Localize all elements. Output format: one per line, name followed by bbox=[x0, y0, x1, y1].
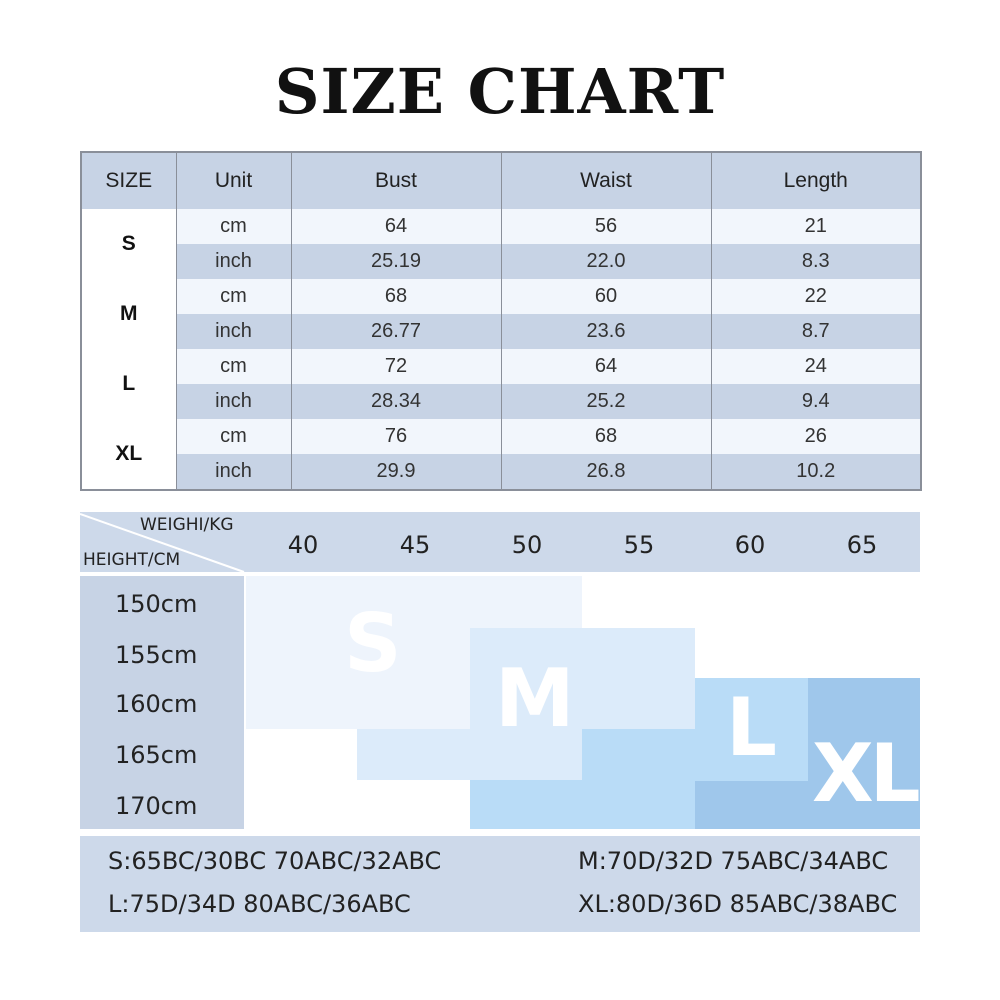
length-cell: 10.2 bbox=[711, 454, 921, 490]
unit-cell: cm bbox=[176, 419, 291, 454]
size-table bbox=[80, 151, 922, 491]
table-row bbox=[81, 419, 921, 454]
table-row bbox=[81, 279, 921, 314]
weight-value: 55 bbox=[623, 531, 655, 559]
waist-cell: 26.8 bbox=[501, 454, 711, 490]
bra-size-xl: XL:80D/36D 85ABC/38ABC bbox=[578, 890, 898, 918]
bra-size-s: S:65BC/30BC 70ABC/32ABC bbox=[108, 847, 442, 875]
table-row bbox=[81, 349, 921, 384]
size-label: L bbox=[81, 349, 176, 419]
waist-cell: 60 bbox=[501, 279, 711, 314]
size-label: XL bbox=[81, 419, 176, 490]
weight-value: 40 bbox=[287, 531, 319, 559]
table-row bbox=[81, 314, 921, 349]
size-label: M bbox=[81, 279, 176, 349]
bust-cell: 72 bbox=[291, 349, 501, 384]
zone-label-s: S bbox=[344, 597, 402, 690]
height-value: 170cm bbox=[115, 792, 198, 820]
bust-cell: 29.9 bbox=[291, 454, 501, 490]
zone-label-l: L bbox=[726, 681, 777, 774]
length-cell: 24 bbox=[711, 349, 921, 384]
waist-cell: 23.6 bbox=[501, 314, 711, 349]
waist-cell: 64 bbox=[501, 349, 711, 384]
height-value: 160cm bbox=[115, 690, 198, 718]
waist-cell: 22.0 bbox=[501, 244, 711, 279]
unit-cell: inch bbox=[176, 314, 291, 349]
unit-cell: inch bbox=[176, 454, 291, 490]
size-label: S bbox=[81, 209, 176, 279]
weight-value: 65 bbox=[846, 531, 878, 559]
table-row bbox=[81, 244, 921, 279]
header-waist: Waist bbox=[501, 152, 711, 209]
length-cell: 22 bbox=[711, 279, 921, 314]
zone-label-m: M bbox=[495, 652, 575, 745]
length-cell: 9.4 bbox=[711, 384, 921, 419]
height-value: 155cm bbox=[115, 641, 198, 669]
weight-value: 50 bbox=[511, 531, 543, 559]
bra-size-l: L:75D/34D 80ABC/36ABC bbox=[108, 890, 411, 918]
unit-cell: cm bbox=[176, 279, 291, 314]
bust-cell: 68 bbox=[291, 279, 501, 314]
bust-cell: 28.34 bbox=[291, 384, 501, 419]
bust-cell: 76 bbox=[291, 419, 501, 454]
weight-value: 60 bbox=[734, 531, 766, 559]
bra-size-m: M:70D/32D 75ABC/34ABC bbox=[578, 847, 889, 875]
header-bust: Bust bbox=[291, 152, 501, 209]
unit-cell: inch bbox=[176, 384, 291, 419]
length-cell: 8.3 bbox=[711, 244, 921, 279]
table-row bbox=[81, 384, 921, 419]
page-title: SIZE CHART bbox=[274, 55, 726, 128]
length-cell: 21 bbox=[711, 209, 921, 244]
unit-cell: cm bbox=[176, 349, 291, 384]
waist-cell: 25.2 bbox=[501, 384, 711, 419]
unit-cell: cm bbox=[176, 209, 291, 244]
length-cell: 8.7 bbox=[711, 314, 921, 349]
table-row bbox=[81, 209, 921, 244]
length-cell: 26 bbox=[711, 419, 921, 454]
height-axis-label: HEIGHT/CM bbox=[83, 550, 181, 570]
zone-xl-lower bbox=[695, 781, 808, 829]
weight-value: 45 bbox=[399, 531, 431, 559]
waist-cell: 68 bbox=[501, 419, 711, 454]
bust-cell: 26.77 bbox=[291, 314, 501, 349]
zone-label-xl: XL bbox=[812, 727, 917, 820]
table-row bbox=[81, 454, 921, 490]
header-length: Length bbox=[711, 152, 921, 209]
bust-cell: 25.19 bbox=[291, 244, 501, 279]
unit-cell: inch bbox=[176, 244, 291, 279]
waist-cell: 56 bbox=[501, 209, 711, 244]
header-size: SIZE bbox=[81, 152, 176, 209]
height-value: 150cm bbox=[115, 590, 198, 618]
header-unit: Unit bbox=[176, 152, 291, 209]
bust-cell: 64 bbox=[291, 209, 501, 244]
height-value: 165cm bbox=[115, 741, 198, 769]
weight-axis-label: WEIGHI/KG bbox=[140, 515, 234, 535]
table-header-row bbox=[81, 152, 921, 209]
